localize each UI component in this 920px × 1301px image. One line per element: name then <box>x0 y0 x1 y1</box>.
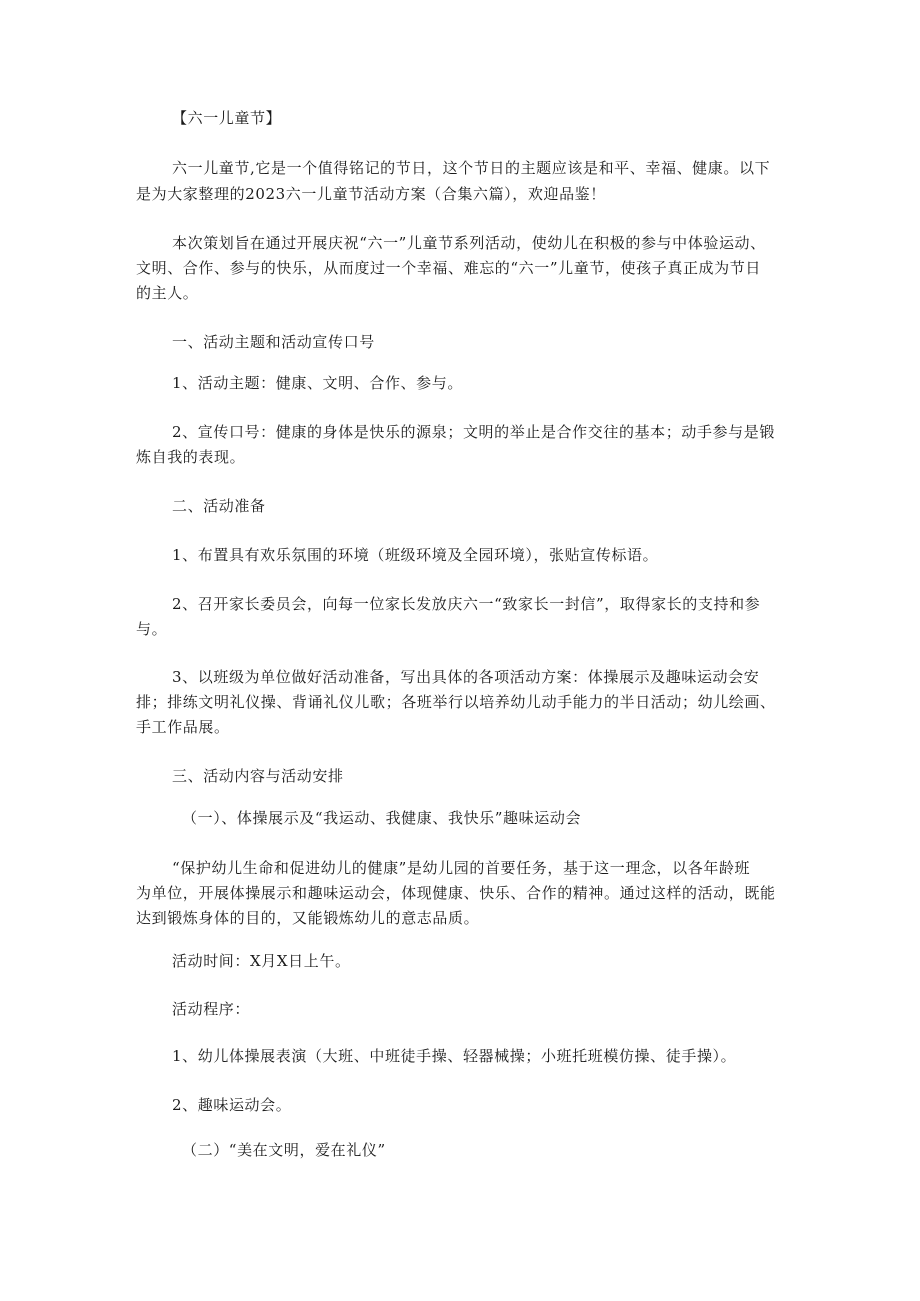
section3-sub1-body-line-1: “保护幼儿生命和促进幼儿的健康”是幼儿园的首要任务，基于这一理念，以各年龄班 <box>172 859 751 877</box>
section2-title: 二、活动准备 <box>172 497 266 515</box>
section2-item2-line-2: 与。 <box>136 620 168 638</box>
section1-title: 一、活动主题和活动宣传口号 <box>172 333 375 351</box>
activity-program-label: 活动程序： <box>172 1000 251 1018</box>
section3-sub1-title: （一）、体操展示及“我运动、我健康、我快乐”趣味运动会 <box>182 809 582 827</box>
purpose-line-1: 本次策划旨在通过开展庆祝“六一”儿童节系列活动，使幼儿在积极的参与中体验运动、 <box>172 234 766 252</box>
section2-item3-line-3: 手工作品展。 <box>136 718 230 736</box>
activity-program-item1: 1、幼儿体操展表演（大班、中班徒手操、轻器械操；小班托班模仿操、徒手操）。 <box>172 1047 737 1065</box>
section1-item1: 1、活动主题：健康、文明、合作、参与。 <box>172 374 463 392</box>
section3-sub2-title: （二）“美在文明，爱在礼仪” <box>182 1141 386 1159</box>
activity-time: 活动时间：X月X日上午。 <box>172 952 351 970</box>
section2-item3-line-1: 3、以班级为单位做好活动准备，写出具体的各项活动方案：体操展示及趣味运动会安 <box>172 668 760 686</box>
section2-item3-line-2: 排；排练文明礼仪操、背诵礼仪儿歌；各班举行以培养幼儿动手能力的半日活动；幼儿绘画、 <box>136 693 776 711</box>
section3-sub1-body-line-2: 为单位，开展体操展示和趣味运动会，体现健康、快乐、合作的精神。通过这样的活动，既能 <box>136 884 776 902</box>
section2-item1: 1、布置具有欢乐氛围的环境（班级环境及全园环境），张贴宣传标语。 <box>172 546 659 564</box>
section3-title: 三、活动内容与活动安排 <box>172 767 344 785</box>
section2-item2-line-1: 2、召开家长委员会，向每一位家长发放庆六一“致家长一封信”，取得家长的支持和参 <box>172 595 761 613</box>
section1-item2-line-1: 2、宣传口号：健康的身体是快乐的源泉；文明的举止是合作交往的基本；动手参与是锻 <box>172 423 775 441</box>
activity-program-item2: 2、趣味运动会。 <box>172 1096 292 1114</box>
purpose-line-3: 的主人。 <box>136 284 199 302</box>
section1-item2-line-2: 炼自我的表现。 <box>136 448 246 466</box>
section3-sub1-body-line-3: 达到锻炼身体的目的，又能锻炼幼儿的意志品质。 <box>136 909 480 927</box>
purpose-line-2: 文明、合作、参与的快乐，从而度过一个幸福、难忘的“六一”儿童节，使孩子真正成为节日 <box>136 259 761 277</box>
document-heading: 【六一儿童节】 <box>172 109 282 127</box>
intro-line-1: 六一儿童节,它是一个值得铭记的节日，这个节日的主题应该是和平、幸福、健康。以下 <box>172 159 771 177</box>
intro-line-2: 是为大家整理的2023六一儿童节活动方案（合集六篇），欢迎品鉴！ <box>136 185 606 203</box>
